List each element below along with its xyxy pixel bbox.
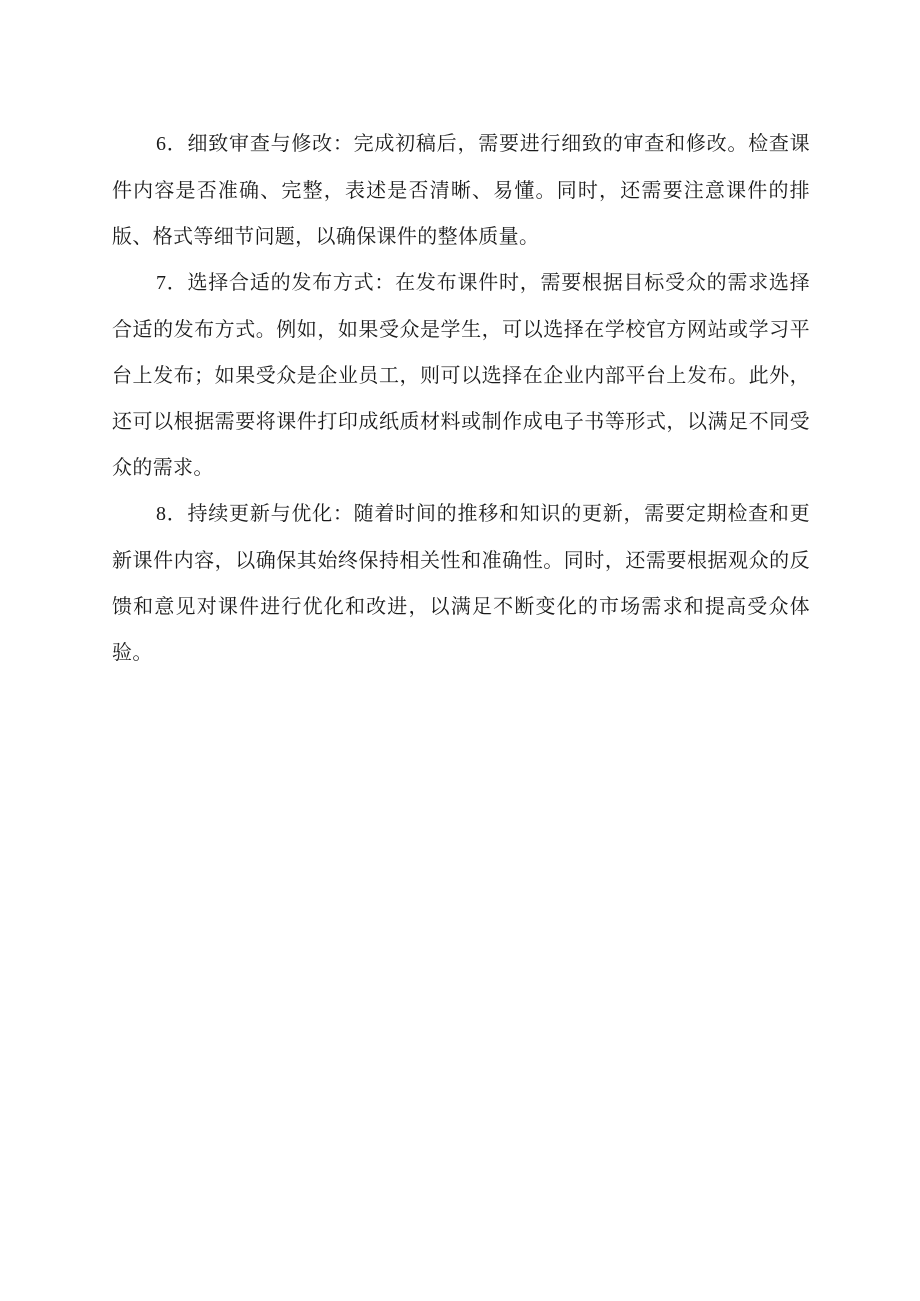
paragraph-text: ．细致审查与修改：完成初稿后，需要进行细致的审查和修改。检查课件内容是否准确、完整，表述是否清晰、易懂。同时，还需要注意课件的排版、格式等细节问题，以确保课件的整体质量。: [112, 131, 810, 248]
paragraph-8: [112, 490, 810, 675]
paragraph-number: 8: [156, 503, 167, 525]
paragraph-number: 7: [156, 272, 167, 294]
document-body: [112, 120, 810, 675]
paragraph-text: ．选择合适的发布方式：在发布课件时，需要根据目标受众的需求选择合适的发布方式。例如，如果受众是学生，可以选择在学校官方网站或学习平台上发布；如果受众是企业员工，则可以选择在企业内部平台上发布。此外，还可以根据需要将课件打印成纸质材料或制作成电子书等形式，以满足不同受众的需求。: [112, 270, 810, 479]
paragraph-6: [112, 120, 810, 259]
paragraph-number: 6: [156, 133, 167, 155]
paragraph-7: [112, 259, 810, 490]
paragraph-text: ．持续更新与优化：随着时间的推移和知识的更新，需要定期检查和更新课件内容，以确保其始终保持相关性和准确性。同时，还需要根据观众的反馈和意见对课件进行优化和改进，以满足不断变化的市场需求和提高受众体验。: [112, 501, 810, 664]
